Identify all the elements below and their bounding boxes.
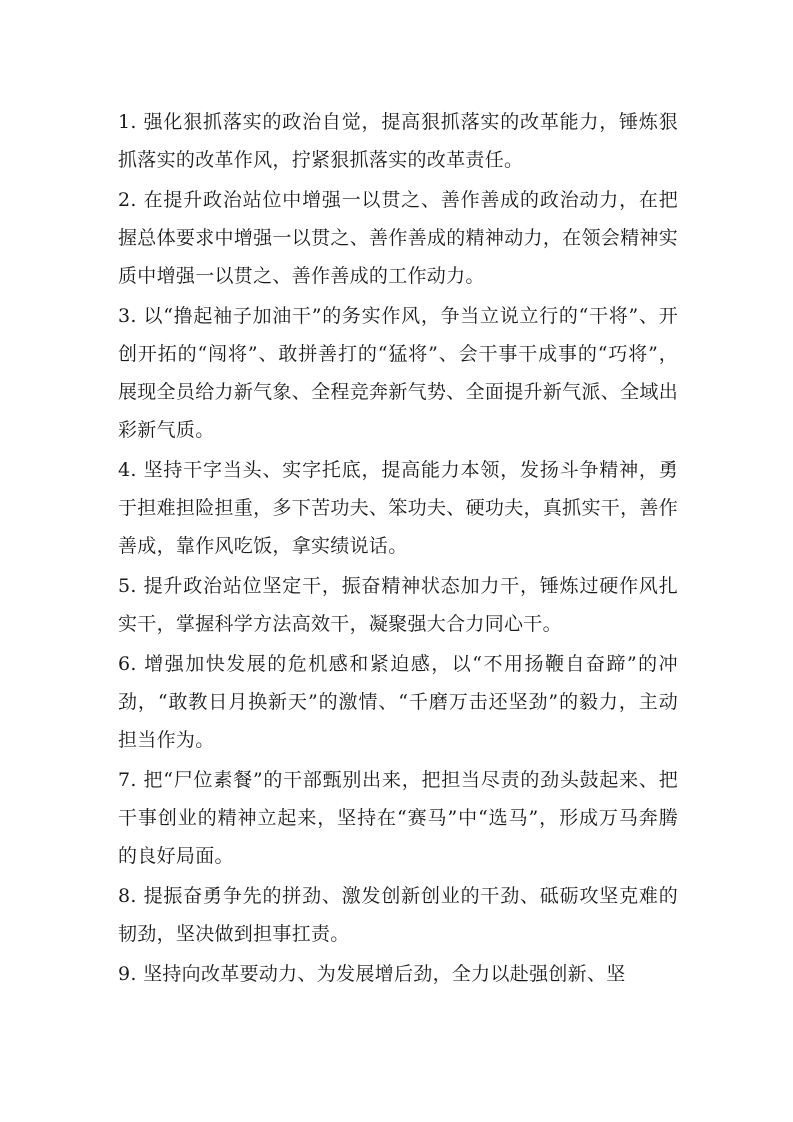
paragraph-9: 9. 坚持向改革要动力、为发展增后劲，全力以赴强创新、坚 <box>118 963 626 985</box>
paragraph-2: 2. 在提升政治站位中增强一以贯之、善作善成的政治动力，在把握总体要求中增强一以贯之、善作善成的精神动力，在领会精神实质中增强一以贯之、善作善成的工作动力。 <box>118 189 678 287</box>
paragraph-6: 6. 增强加快发展的危机感和紧迫感，以“不用扬鞭自奋蹄”的冲劲，“敢教日月换新天”的激情、“千磨万击还坚劲”的毅力，主动担当作为。 <box>118 653 678 751</box>
paragraph-8: 8. 提振奋勇争先的拼劲、激发创新创业的干劲、砥砺攻坚克难的韧劲，坚决做到担事扛责。 <box>118 885 678 945</box>
paragraph-1: 1. 强化狠抓落实的政治自觉，提高狠抓落实的改革能力，锤炼狠抓落实的改革作风，拧紧狠抓落实的改革责任。 <box>118 111 678 171</box>
paragraph-5: 5. 提升政治站位坚定干，振奋精神状态加力干，锤炼过硬作风扎实干，掌握科学方法高效干，凝聚强大合力同心干。 <box>118 575 678 635</box>
paragraph-3: 3. 以“撸起袖子加油干”的务实作风，争当立说立行的“干将”、开创开拓的“闯将”、敢拼善打的“猛将”、会干事干成事的“巧将”，展现全员给力新气象、全程竞奔新气势、全面提升新气派、全域出彩新气质。 <box>118 305 678 441</box>
paragraph-4: 4. 坚持干字当头、实字托底，提高能力本领，发扬斗争精神，勇于担难担险担重，多下苦功夫、笨功夫、硬功夫，真抓实干，善作善成，靠作风吃饭，拿实绩说话。 <box>118 459 678 557</box>
paragraph-7: 7. 把“尸位素餐”的干部甄别出来，把担当尽责的劲头鼓起来、把干事创业的精神立起来，坚持在“赛马”中“选马”，形成万马奔腾的良好局面。 <box>118 769 678 867</box>
document-body <box>118 103 678 995</box>
